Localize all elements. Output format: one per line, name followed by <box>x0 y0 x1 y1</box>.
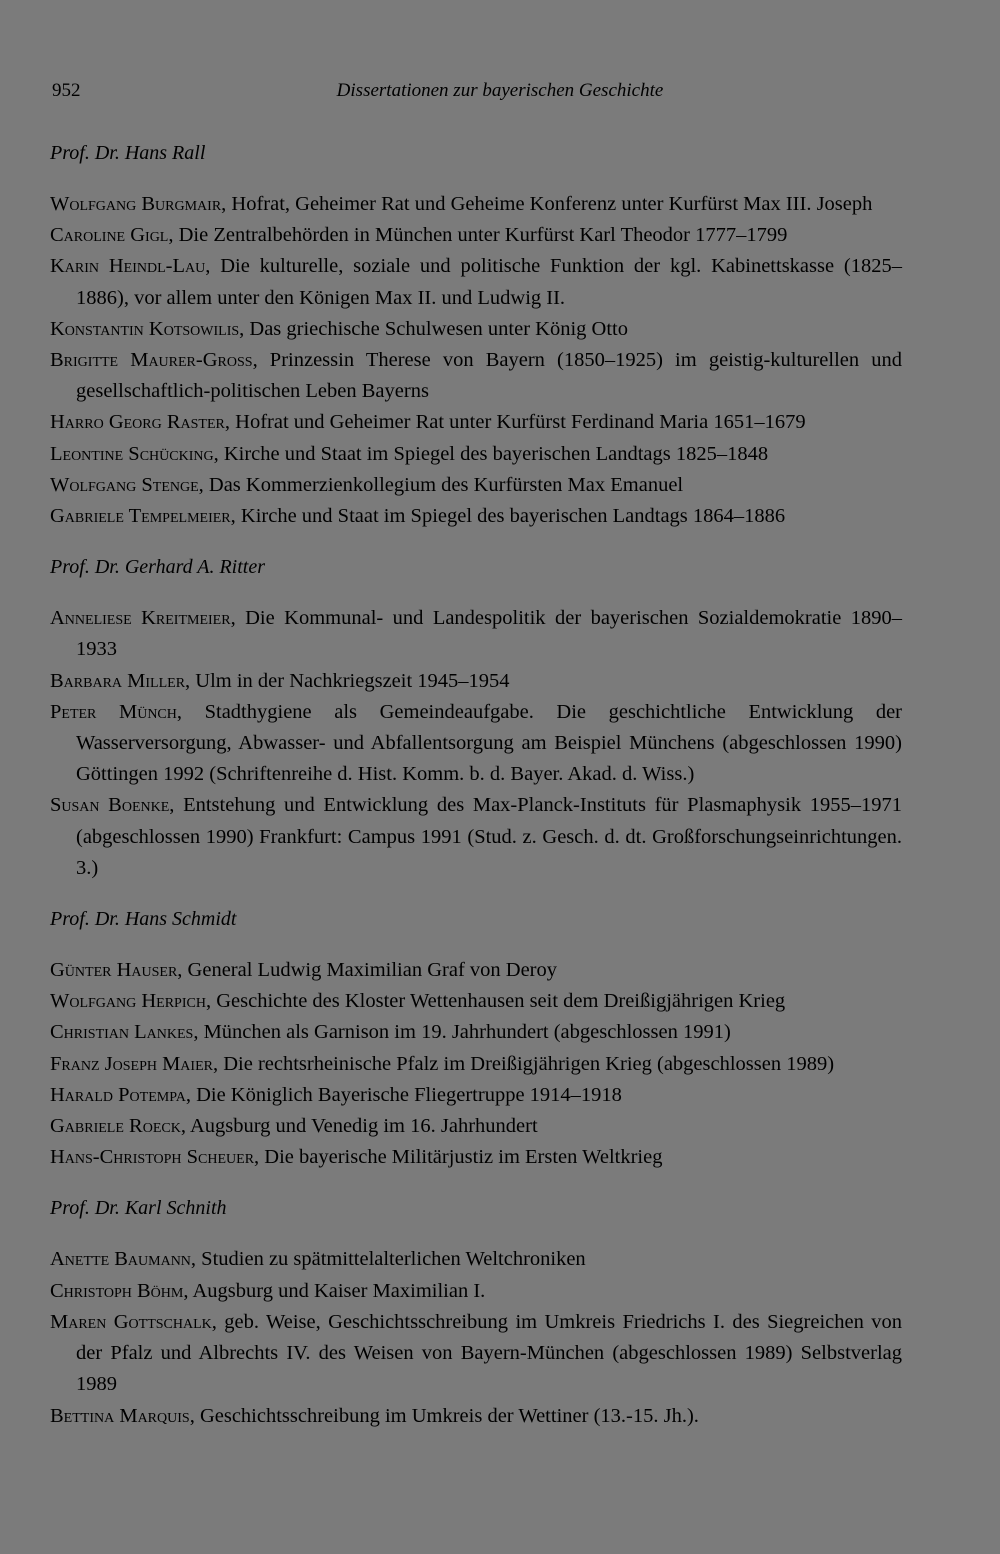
author-name: Bettina Marquis <box>50 1404 190 1427</box>
author-name: Franz Joseph Maier <box>50 1052 213 1075</box>
dissertation-entry <box>50 1401 902 1432</box>
dissertation-entry <box>50 407 902 438</box>
dissertation-entry <box>50 345 902 407</box>
dissertation-title: , General Ludwig Maximilian Graf von Deroy <box>177 959 558 982</box>
dissertation-title: , Hofrat und Geheimer Rat unter Kurfürst Ferdinand Maria 1651–1679 <box>224 411 806 434</box>
supervisor-section <box>50 138 902 532</box>
author-name: Leontine Schücking <box>50 442 214 465</box>
dissertation-entry <box>50 220 902 251</box>
dissertation-title: , Ulm in der Nachkriegszeit 1945–1954 <box>185 669 510 692</box>
dissertation-entry <box>50 314 902 345</box>
dissertation-entry <box>50 603 902 665</box>
dissertation-title: , Die Königlich Bayerische Fliegertruppe 1914–1918 <box>185 1083 622 1106</box>
author-name: Günter Hauser <box>50 959 178 982</box>
dissertation-entry <box>50 439 902 470</box>
author-name: Harro Georg Raster <box>50 411 225 434</box>
dissertation-title: , Augsburg und Kaiser Maximilian I. <box>183 1279 486 1302</box>
author-name: Christoph Böhm <box>50 1279 184 1302</box>
supervisor-heading: Prof. Dr. Hans Schmidt <box>50 908 237 931</box>
supervisor-section <box>50 552 902 884</box>
dissertation-list <box>50 138 902 1452</box>
dissertation-title: , Hofrat, Geheimer Rat und Geheime Konferenz unter Kurfürst Max III. Joseph <box>221 193 873 215</box>
dissertation-entry <box>50 189 902 220</box>
author-name: Anneliese Kreitmeier <box>50 607 231 630</box>
author-name: Maren Gottschalk <box>50 1310 212 1333</box>
dissertation-title: , Stadthygiene als Gemeindeaufgabe. Die geschichtliche Entwicklung der Wasserversorgung, Abwasser- und Abfallentsorgung am Beispiel Münchens (abgeschlossen 1990) Göttingen 1992 (Schriftenreihe d. Hist. Komm. b. d. Bayer. Akad. d. Wiss.) <box>76 700 902 786</box>
author-name: Harald Potempa <box>50 1083 186 1106</box>
dissertation-title: , Die rechtsrheinische Pfalz im Dreißigjährigen Krieg (abgeschlossen 1989) <box>212 1052 835 1075</box>
dissertation-title: , Augsburg und Venedig im 16. Jahrhundert <box>180 1115 538 1138</box>
author-name: Anette Baumann <box>50 1248 191 1271</box>
dissertation-entry <box>50 1111 902 1142</box>
dissertation-title: , Geschichte des Kloster Wettenhausen seit dem Dreißigjährigen Krieg <box>205 990 786 1013</box>
author-name: Gabriele Roeck <box>50 1115 181 1138</box>
dissertation-entry <box>50 501 902 532</box>
supervisor-heading: Prof. Dr. Karl Schnith <box>50 1197 227 1220</box>
page-number: 952 <box>52 80 81 101</box>
author-name: Wolfgang Herpich <box>50 990 206 1013</box>
supervisor-heading: Prof. Dr. Gerhard A. Ritter <box>50 556 266 579</box>
author-name: Christian Lankes <box>50 1021 194 1044</box>
dissertation-title: , Kirche und Staat im Spiegel des bayerischen Landtags 1864–1886 <box>230 505 786 528</box>
dissertation-entry <box>50 986 902 1017</box>
running-title: Dissertationen zur bayerischen Geschichte <box>336 80 664 101</box>
dissertation-title: , geb. Weise, Geschichtsschreibung im Umkreis Friedrichs I. des Siegreichen von der Pfalz und Albrechts IV. des Weisen von Bayern-München (abgeschlossen 1989) Selbstverlag 1989 <box>76 1310 902 1396</box>
dissertation-entry <box>50 1276 902 1307</box>
supervisor-section <box>50 904 902 1173</box>
supervisor-heading: Prof. Dr. Hans Rall <box>50 142 206 164</box>
dissertation-entry <box>50 1307 902 1401</box>
dissertation-entry <box>50 790 902 884</box>
dissertation-title: , Geschichtsschreibung im Umkreis der Wettiner (13.-15. Jh.). <box>189 1404 699 1427</box>
dissertation-entry <box>50 470 902 501</box>
dissertation-title: , Kirche und Staat im Spiegel des bayerischen Landtags 1825–1848 <box>213 442 769 465</box>
author-name: Wolfgang Stenge <box>50 473 199 496</box>
author-name: Gabriele Tempelmeier <box>50 505 231 528</box>
dissertation-entry <box>50 251 902 313</box>
author-name: Hans-Christoph Scheuer <box>50 1146 255 1169</box>
author-name: Konstantin Kotsowilis <box>50 317 240 340</box>
dissertation-title: , München als Garnison im 19. Jahrhundert (abgeschlossen 1991) <box>193 1021 731 1044</box>
supervisor-section <box>50 1193 902 1431</box>
dissertation-entry <box>50 697 902 791</box>
dissertation-title: , Die Kommunal- und Landespolitik der bayerischen Sozialdemokratie 1890–1933 <box>76 607 903 661</box>
dissertation-title: , Prinzessin Therese von Bayern (1850–1925) im geistig-kulturellen und gesellschaftlich-politischen Leben Bayerns <box>76 349 902 403</box>
dissertation-entry <box>50 1244 902 1275</box>
dissertation-title: , Die Zentralbehörden in München unter Kurfürst Karl Theodor 1777–1799 <box>168 224 788 247</box>
dissertation-entry <box>50 1142 902 1173</box>
author-name: Karin Heindl-Lau <box>50 255 206 278</box>
dissertation-entry <box>50 1080 902 1111</box>
author-name: Susan Boenke <box>50 794 170 817</box>
dissertation-entry <box>50 666 902 697</box>
author-name: Caroline Gigl <box>50 224 169 247</box>
dissertation-title: , Die kulturelle, soziale und politische Funktion der kgl. Kabinettskasse (1825–1886), vor allem unter den Königen Max II. und Ludwig II. <box>76 255 902 309</box>
author-name: Barbara Miller <box>50 669 186 692</box>
dissertation-title: , Das Kommerzienkollegium des Kurfürsten Max Emanuel <box>198 473 684 496</box>
dissertation-title: , Studien zu spätmittelalterlichen Weltchroniken <box>190 1248 586 1271</box>
page-header <box>52 80 948 108</box>
author-name: Wolfgang Burgmair <box>50 193 222 215</box>
dissertation-title: , Die bayerische Militärjustiz im Ersten Weltkrieg <box>254 1146 663 1169</box>
author-name: Brigitte Maurer-Gross <box>50 349 253 372</box>
dissertation-entry <box>50 1049 902 1080</box>
dissertation-title: , Entstehung und Entwicklung des Max-Planck-Instituts für Plasmaphysik 1955–1971 (abgeschlossen 1990) Frankfurt: Campus 1991 (Stud. z. Gesch. d. dt. Großforschungseinrichtungen. 3.) <box>76 794 902 879</box>
author-name: Peter Münch <box>50 700 177 723</box>
dissertation-title: , Das griechische Schulwesen unter König Otto <box>239 317 628 340</box>
dissertation-entry <box>50 1017 902 1048</box>
dissertation-entry <box>50 955 902 986</box>
